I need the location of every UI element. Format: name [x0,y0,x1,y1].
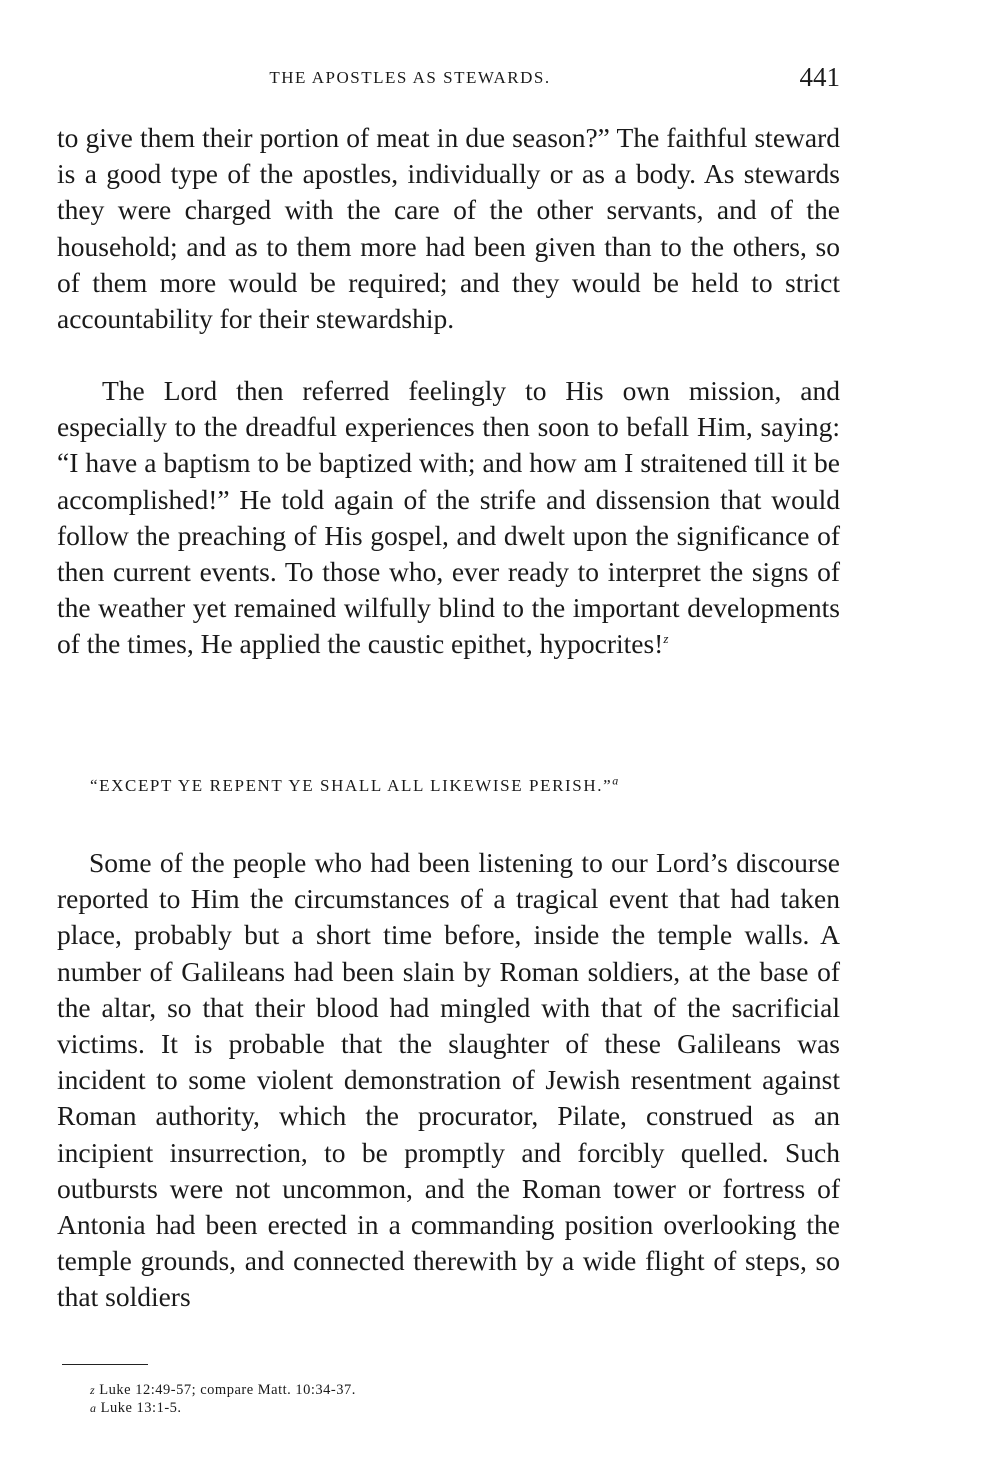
section-heading [90,773,620,796]
footnote-ref-z: z [663,631,669,647]
footnote-text: Luke 13:1-5. [100,1400,182,1416]
footnote [90,1381,356,1399]
paragraph-1 [57,120,840,337]
footnote-mark: a [90,1401,97,1415]
paragraph-3-text: Some of the people who had been listening to our Lord’s discourse reported to Him the circumstances of a tragical event that had taken place, probably but a short time before, inside the temple walls. A number of Galileans had been slain by Roman soldiers, at the base of the altar, so that their blood had mingled with that of the sacrificial victims. It is probable that the slaughter of these Galileans was incident to some violent demonstration of Jewish resentment against Roman authority, which the procurator, Pilate, construed as an incipient insurrection, to be promptly and forcibly quelled. Such outbursts were not uncommon, and the Roman tower or fortress of Antonia had been erected in a commanding position overlooking the temple grounds, and connected therewith by a wide flight of steps, so that soldiers [57,847,840,1313]
paragraph-1-text: to give them their portion of meat in due season?” The faithful steward is a good type of the apostles, individually or as a body. As stewards they were charged with the care of the other servants, and of the household; and as to them more had been given than to the others, so of them more would be required; and they would be held to strict accountability for their stewardship. [57,122,840,335]
running-head [60,62,840,102]
paragraph-3 [57,845,840,1316]
running-title: THE APOSTLES AS STEWARDS. [269,68,551,87]
footnote-ref-a: a [612,773,620,788]
paragraph-2-text: The Lord then referred feelingly to His own mission, and especially to the dreadful experiences then soon to befall Him, saying: “I have a baptism to be baptized with; and how am I straitened till it be accomplished!” He told again of the strife and dissension that would follow the preaching of His gospel, and dwelt upon the significance of then current events. To those who, ever ready to interpret the signs of the weather yet remained wilfully blind to the important developments of the times, He applied the caustic epithet, hypocrites! [57,375,840,660]
footnotes [90,1381,356,1417]
section-heading-text: “EXCEPT YE REPENT YE SHALL ALL LIKEWISE PERISH.” [90,776,613,795]
footnote-text: Luke 12:49-57; compare Matt. 10:34-37. [99,1382,356,1398]
footnote-mark: z [90,1383,96,1397]
footnote [90,1399,356,1417]
page-number: 441 [799,62,840,92]
paragraph-2 [57,373,840,663]
footnote-divider [62,1364,148,1365]
